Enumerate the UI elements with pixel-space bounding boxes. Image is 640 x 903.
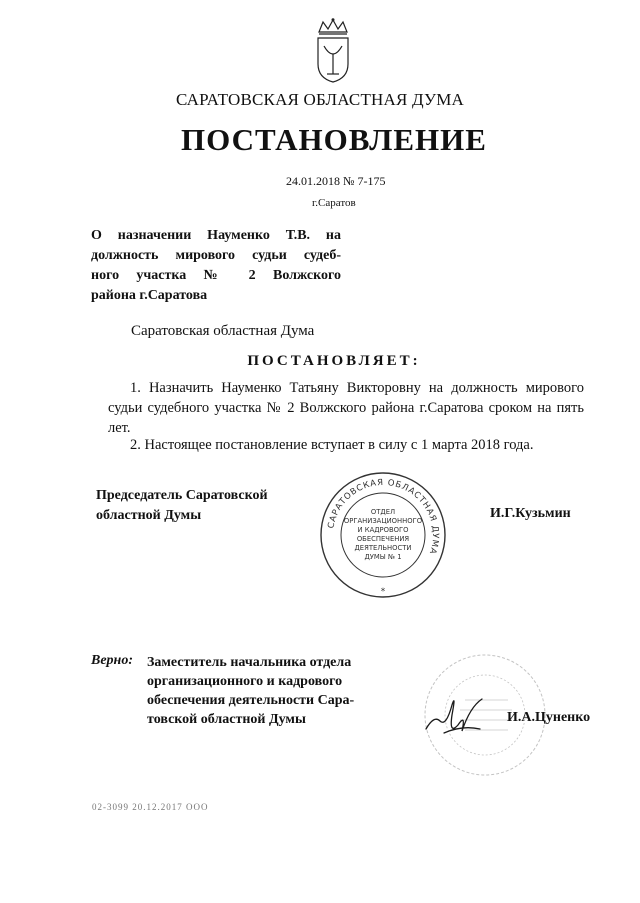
certification-label: Верно: bbox=[91, 653, 133, 668]
subject-heading bbox=[91, 226, 341, 306]
chair-name: И.Г.Кузьмин bbox=[490, 506, 571, 521]
stamp-line: ОТДЕЛ bbox=[370, 508, 396, 516]
subject-line: ного участка № 2 Волжского bbox=[91, 268, 341, 283]
document-title: ПОСТАНОВЛЕНИЕ bbox=[181, 122, 487, 157]
certifier-title-line: товской областной Думы bbox=[147, 712, 306, 727]
stamp-line: ДЕЯТЕЛЬНОСТИ bbox=[354, 544, 412, 552]
date-and-number: 24.01.2018 № 7-175 bbox=[286, 174, 386, 188]
certifier-title bbox=[147, 653, 377, 729]
paragraph-line: 1. Назначить Науменко Татьяну Викторовну на должность мирового bbox=[130, 380, 584, 396]
resolves-heading: ПОСТАНОВЛЯЕТ: bbox=[247, 353, 421, 369]
stamp-line: И КАДРОВОГО bbox=[357, 526, 409, 534]
certifier-title-line: обеспечения деятельности Сара- bbox=[147, 693, 355, 708]
stamp-line: ДУМЫ № 1 bbox=[364, 553, 402, 561]
certifier-name: И.А.Цуненко bbox=[507, 710, 591, 725]
paragraph-line: судьи судебного участка № 2 Волжского района г.Саратова сроком на пять bbox=[108, 400, 584, 416]
chair-title-line: областной Думы bbox=[96, 508, 202, 523]
preamble: Саратовская областная Дума bbox=[131, 323, 315, 339]
stamp-line: ОБЕСПЕЧЕНИЯ bbox=[356, 535, 410, 543]
chair-title-line: Председатель Саратовской bbox=[96, 488, 268, 503]
paragraph-line: лет. bbox=[108, 420, 131, 436]
footer-code: 02-3099 20.12.2017 ООО bbox=[92, 802, 209, 812]
certifier-title-line: Заместитель начальника отдела bbox=[147, 655, 352, 670]
crown-emblem-icon bbox=[310, 18, 356, 84]
stamp-ring-text: САРАТОВСКАЯ ОБЛАСТНАЯ ДУМА bbox=[326, 477, 441, 556]
stamp-line: ОРГАНИЗАЦИОННОГО bbox=[343, 517, 423, 525]
stamp-star: * bbox=[380, 587, 386, 597]
city: г.Саратов bbox=[312, 197, 356, 209]
org-name: САРАТОВСКАЯ ОБЛАСТНАЯ ДУМА bbox=[175, 90, 465, 109]
official-stamp bbox=[318, 470, 448, 600]
paragraph-2: 2. Настоящее постановление вступает в силу с 1 марта 2018 года. bbox=[130, 437, 534, 453]
handwritten-signature bbox=[422, 685, 512, 740]
paragraph-1 bbox=[108, 378, 584, 438]
subject-line: района г.Саратова bbox=[91, 288, 208, 303]
chair-title bbox=[96, 486, 268, 526]
certifier-title-line: организационного и кадрового bbox=[147, 674, 343, 689]
subject-line: О назначении Науменко Т.В. на bbox=[91, 228, 341, 243]
subject-line: должность мирового судьи судеб- bbox=[91, 248, 341, 263]
